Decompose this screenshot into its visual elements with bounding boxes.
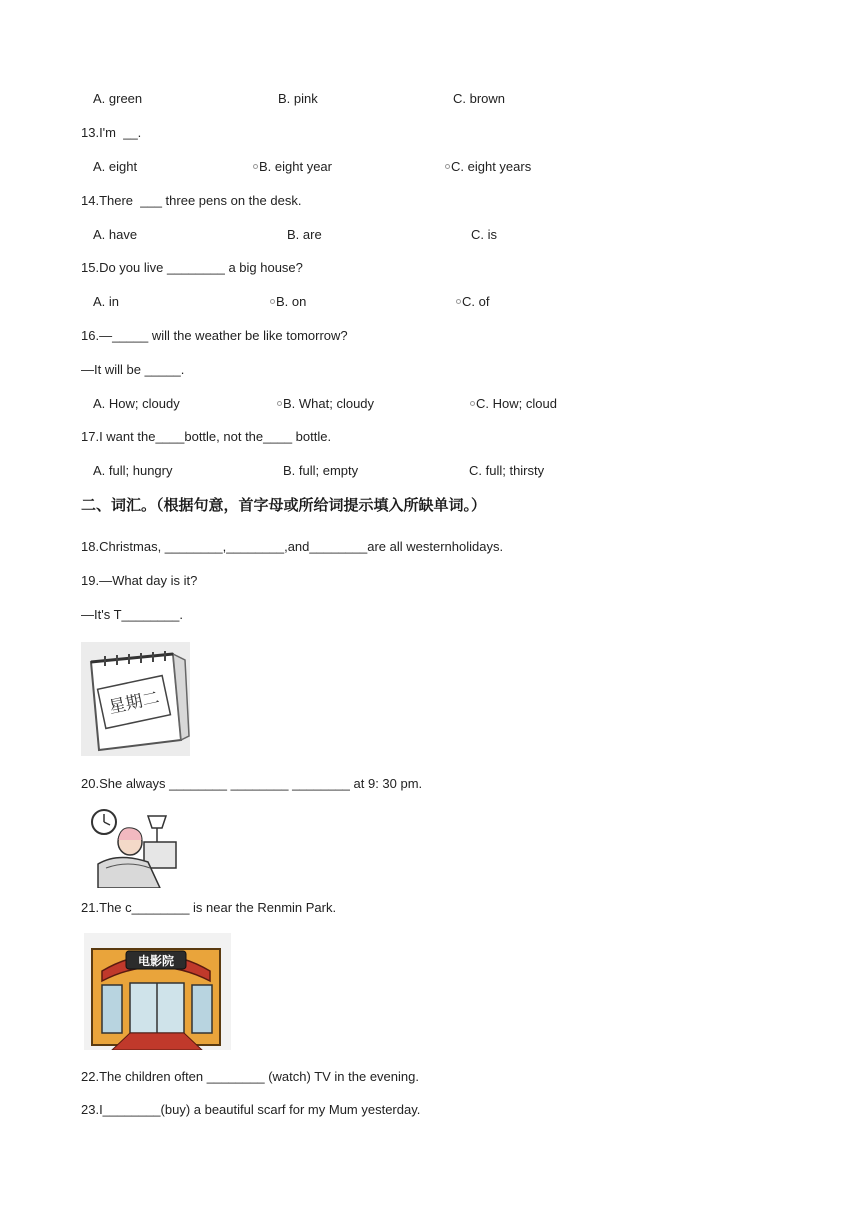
q12-option-b: B. pink [278, 91, 318, 106]
q17-option-a: A. full; hungry [93, 463, 173, 478]
q17-option-b: B. full; empty [283, 463, 359, 478]
q19-stem-answer: —It's T________. [81, 607, 183, 622]
q12-option-a: A. green [93, 91, 143, 106]
q13-option-c-label: C. eight years [451, 159, 532, 174]
q14-option-b: B. are [287, 227, 322, 242]
q21-stem: 21.The c________ is near the Renmin Park. [81, 900, 337, 915]
radio-icon [253, 164, 258, 169]
q13-stem: 13.I'm __. [81, 125, 142, 140]
calendar-weekday-text: 星期二 [107, 687, 162, 719]
q15-option-b-label: B. on [276, 294, 307, 309]
cinema-image [84, 933, 231, 1050]
q13-option-b [253, 158, 332, 176]
radio-icon [470, 401, 475, 406]
q16-option-c-label: C. How; cloud [476, 396, 557, 411]
cinema-sign-text: 电影院 [137, 954, 175, 968]
q18-stem: 18.Christmas, ________,________,and________are all westernholidays. [81, 539, 504, 554]
radio-icon [456, 299, 461, 304]
q17-option-c: C. full; thirsty [469, 463, 545, 478]
q13-option-a: A. eight [93, 159, 138, 174]
q14-stem: 14.There ___ three pens on the desk. [81, 193, 302, 208]
q15-option-c [456, 293, 489, 311]
q16-option-b-label: B. What; cloudy [283, 396, 375, 411]
radio-icon [270, 299, 275, 304]
q15-option-b [270, 293, 306, 311]
section-heading: 二、词汇。（根据句意，首字母或所给词提示填入所缺单词。） [81, 496, 487, 514]
q16-stem: 16.—_____ will the weather be like tomorrow? [81, 328, 348, 343]
radio-icon [445, 164, 450, 169]
sleeping-girl-image [88, 806, 184, 888]
q22-stem: 22.The children often ________ (watch) TV in the evening. [81, 1069, 419, 1084]
q14-option-c: C. is [471, 227, 497, 242]
q16-stem-answer: —It will be _____. [81, 362, 185, 377]
q17-stem: 17.I want the____bottle, not the____ bottle. [81, 429, 332, 444]
q19-stem: 19.—What day is it? [81, 573, 198, 588]
q14-option-a: A. have [93, 227, 138, 242]
q16-option-b [277, 395, 374, 413]
q16-option-c [470, 395, 557, 413]
q20-stem: 20.She always ________ ________ ________ at 9: 30 pm. [81, 776, 423, 791]
q23-stem: 23.I________(buy) a beautiful scarf for my Mum yesterday. [81, 1102, 421, 1117]
q13-option-b-label: B. eight year [259, 159, 332, 174]
q15-option-a: A. in [93, 294, 120, 309]
q16-option-a: A. How; cloudy [93, 396, 180, 411]
radio-icon [277, 401, 282, 406]
q12-option-c: C. brown [453, 91, 506, 106]
q15-stem: 15.Do you live ________ a big house? [81, 260, 303, 275]
calendar-image [81, 642, 190, 756]
q15-option-c-label: C. of [462, 294, 490, 309]
q13-option-c [445, 158, 531, 176]
